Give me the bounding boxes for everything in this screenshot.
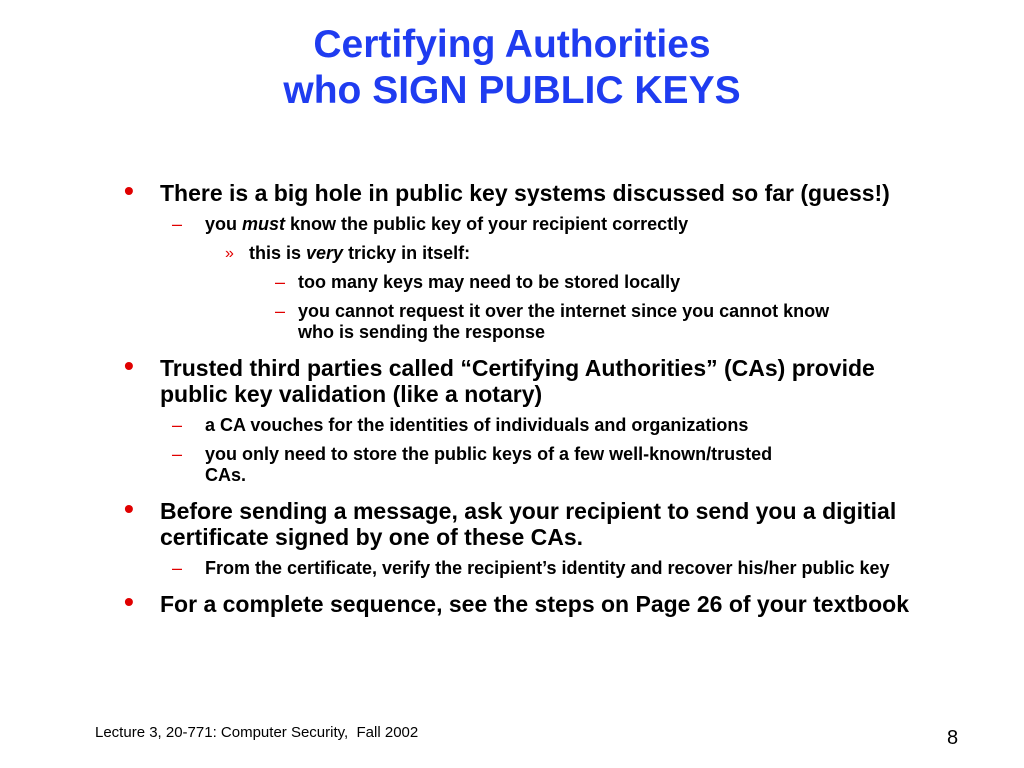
sub-bullet-item — [120, 444, 920, 486]
dash-icon: – — [275, 301, 286, 321]
level4-bullet-text: too many keys may need to be stored locally — [298, 272, 681, 292]
slide-title-line-1: Certifying Authorities — [313, 23, 711, 66]
bullet-text: There is a big hole in public key systems discussed so far (guess!) — [160, 180, 890, 206]
footer-course-info: Lecture 3, 20-771: Computer Security, Fall 2002 — [95, 724, 419, 741]
slide-title-line-2: who SIGN PUBLIC KEYS — [283, 69, 741, 112]
bullet-dot-icon: • — [124, 586, 134, 617]
level4-bullet-item — [120, 301, 920, 343]
bullet-text: For a complete sequence, see the steps on Page 26 of your textbook — [160, 591, 909, 617]
sub-sub-bullet-item — [120, 243, 920, 264]
dash-icon: – — [172, 444, 183, 464]
sub-bullet-text: you must know the public key of your recipient correctly — [205, 214, 689, 234]
bullet-item — [120, 493, 920, 550]
dash-icon: – — [172, 415, 183, 435]
emphasis-text: very — [306, 243, 344, 263]
sub-bullet-text: you only need to store the public keys of a few well-known/trusted CAs. — [205, 444, 773, 485]
level4-bullet-item — [120, 272, 920, 293]
sub-sub-bullet-text: this is very tricky in itself: — [249, 243, 471, 263]
double-chevron-icon: » — [225, 245, 234, 262]
bullet-dot-icon: • — [124, 175, 134, 206]
bullet-item — [120, 586, 920, 617]
sub-bullet-text: a CA vouches for the identities of individuals and organizations — [205, 415, 749, 435]
sub-bullet-item — [120, 558, 920, 579]
page-number: 8 — [947, 727, 959, 749]
bullet-text: Before sending a message, ask your recipient to send you a digitial certificate signed by one of these CAs. — [160, 498, 897, 550]
bullet-item — [120, 175, 920, 206]
emphasis-text: must — [242, 214, 286, 234]
slide-title — [0, 22, 1024, 114]
sub-bullet-text: From the certificate, verify the recipient’s identity and recover his/her public key — [205, 558, 890, 578]
dash-icon: – — [172, 214, 183, 234]
sub-bullet-item — [120, 214, 920, 235]
bullet-dot-icon: • — [124, 493, 134, 524]
bullet-dot-icon: • — [124, 350, 134, 381]
bullet-item — [120, 350, 920, 407]
dash-icon: – — [275, 272, 286, 292]
sub-bullet-item — [120, 415, 920, 436]
dash-icon: – — [172, 558, 183, 578]
level4-bullet-text: you cannot request it over the internet since you cannot know who is sending the response — [298, 301, 830, 342]
bullet-list — [120, 175, 920, 617]
bullet-text: Trusted third parties called “Certifying Authorities” (CAs) provide public key validation (like a notary) — [160, 355, 875, 407]
